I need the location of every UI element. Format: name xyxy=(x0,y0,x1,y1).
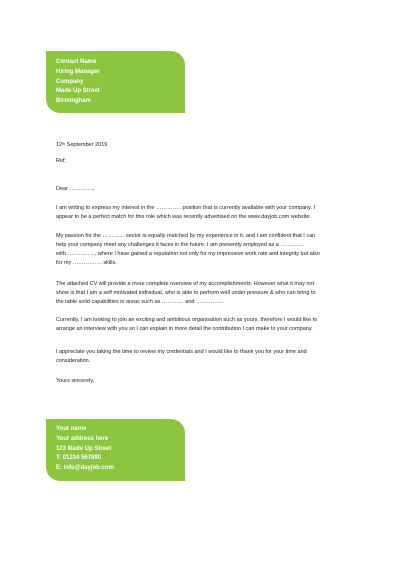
paragraph-line: for my ……………. skills. xyxy=(56,260,117,266)
sender-name: Your name xyxy=(56,426,87,432)
date-day: 12 xyxy=(56,142,63,148)
sender-address: Your address here xyxy=(56,435,109,442)
paragraph-line: the table solid capabilities in areas such as ………… and …………… xyxy=(56,299,224,305)
paragraph-interview xyxy=(56,316,346,334)
paragraph-line: appear to be a perfect match for this role which was recently advertised on the www.dayjob.com website. xyxy=(56,214,311,220)
date-rest: September 2019 xyxy=(65,142,108,148)
recipient-address-box xyxy=(46,51,185,113)
paragraph-cv xyxy=(56,280,346,307)
paragraph-line: The attached CV will provide a more complete overview of my accomplishments. However what it may not xyxy=(56,281,314,287)
paragraph-interest xyxy=(56,204,346,222)
paragraph-passion xyxy=(56,232,346,268)
paragraph-line: My passion for the ………… sector is equally matched by my experience in it, and I am confident that I can xyxy=(56,233,316,239)
recipient-street: Made Up Street xyxy=(56,88,100,95)
recipient-city: Birmingham xyxy=(56,98,92,105)
recipient-contact-name: Contact Name xyxy=(56,59,97,65)
recipient-title: Hiring Manager xyxy=(56,68,100,75)
sender-phone: T: 01234 567890 xyxy=(56,455,102,462)
recipient-company: Company xyxy=(56,78,84,85)
sender-street: 123 Made Up Street xyxy=(56,445,112,452)
paragraph-line: consideration. xyxy=(56,358,91,364)
paragraph-line: with……………., where I have gained a reputation not only for my impressive work rate and integrity but also xyxy=(56,251,320,257)
paragraph-line: Currently, I am looking to join an exciting and ambitious organisation such as yours, therefore I would like to xyxy=(56,317,318,323)
paragraph-line: show is that I am a self motivated individual, who is able to perform well under pressure & who can bring to xyxy=(56,290,316,296)
sender-contact-box xyxy=(46,419,185,481)
paragraph-thanks xyxy=(56,348,346,366)
letter-date xyxy=(56,141,346,150)
paragraph-line: I appreciate you taking the time to review my credentials and I would like to thank you for your time and xyxy=(56,349,307,355)
paragraph-line: I am writing to express my interest in the ………….. position that is currently available with your company. I xyxy=(56,205,316,211)
letter-ref: Ref; xyxy=(56,158,67,164)
paragraph-line: arrange an interview with you so I can explain in more detail the contribution I can make to your company. xyxy=(56,326,313,332)
sender-email: E: info@dayjob.com xyxy=(56,465,114,472)
date-suffix: th xyxy=(62,142,66,146)
paragraph-line: help your company meet any challenges it faces in the future. I am presently employed as a …………. xyxy=(56,242,304,248)
letter-closing: Yours sincerely, xyxy=(56,378,95,384)
letter-salutation: Dear …………., xyxy=(56,186,95,192)
